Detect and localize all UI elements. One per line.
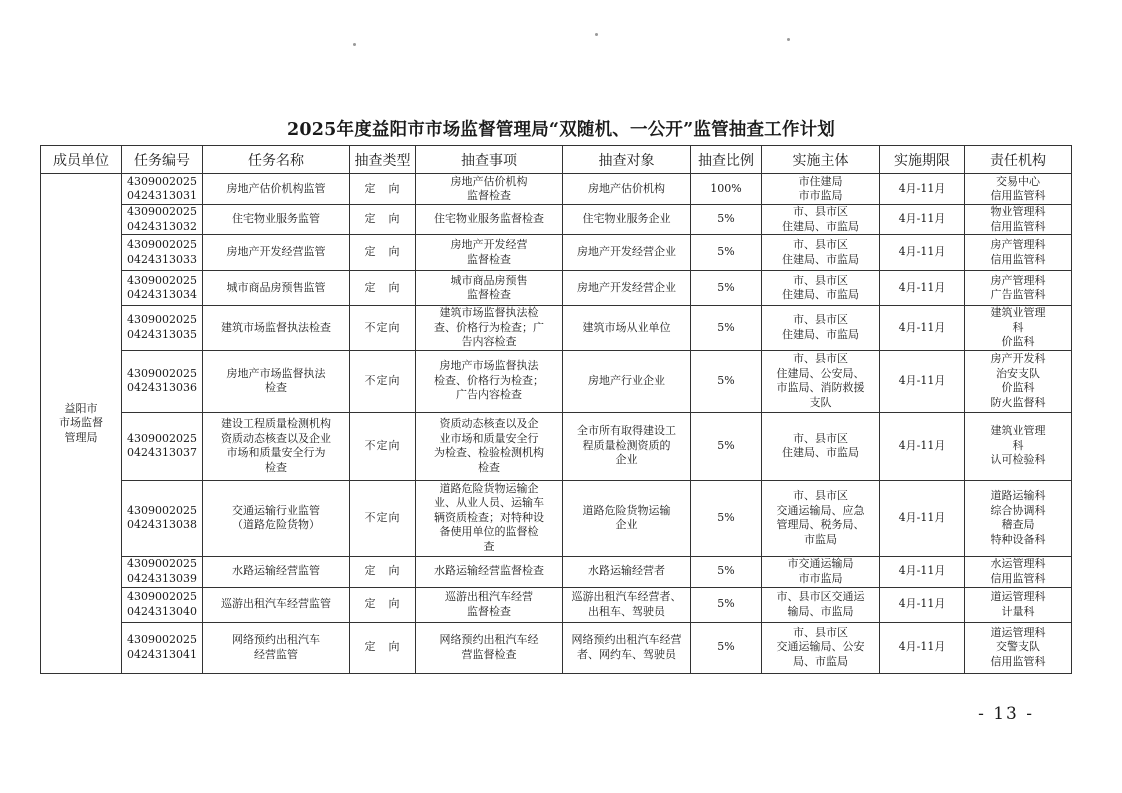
responsible-department-cell: 建筑业管理 科 认可检验科 <box>965 412 1072 480</box>
inspection-item-cell: 城市商品房预售 监督检查 <box>416 271 563 306</box>
table-row <box>41 587 1072 622</box>
header-task-name: 任务名称 <box>203 146 350 174</box>
implementing-body-cell: 市、县市区 交通运输局、公安 局、市监局 <box>762 622 880 673</box>
implementation-period-cell: 4月-11月 <box>880 205 965 235</box>
header-task-code: 任务编号 <box>122 146 203 174</box>
scan-speck <box>353 43 356 46</box>
task-code-cell: 4309002025 0424313032 <box>122 205 203 235</box>
inspection-item-cell: 巡游出租汽车经营 监督检查 <box>416 587 563 622</box>
implementing-body-cell: 市、县市区 住建局、公安局、 市监局、消防救援 支队 <box>762 350 880 412</box>
task-code-cell: 4309002025 0424313038 <box>122 480 203 556</box>
table-row <box>41 306 1072 351</box>
task-code-cell: 4309002025 0424313041 <box>122 622 203 673</box>
implementation-period-cell: 4月-11月 <box>880 306 965 351</box>
inspection-item-cell: 建筑市场监督执法检 查、价格行为检查；广 告内容检查 <box>416 306 563 351</box>
inspection-type-cell: 不定向 <box>350 306 416 351</box>
header-implementation-period: 实施期限 <box>880 146 965 174</box>
header-inspection-target: 抽查对象 <box>563 146 691 174</box>
scan-speck <box>787 38 790 41</box>
header-inspection-ratio: 抽查比例 <box>691 146 762 174</box>
table-row <box>41 480 1072 556</box>
implementing-body-cell: 市、县市区 住建局、市监局 <box>762 235 880 271</box>
inspection-item-cell: 房地产估价机构 监督检查 <box>416 174 563 205</box>
responsible-department-cell: 道运管理科 交警支队 信用监管科 <box>965 622 1072 673</box>
inspection-type-cell: 定 向 <box>350 622 416 673</box>
table-row <box>41 235 1072 271</box>
header-inspection-type: 抽查类型 <box>350 146 416 174</box>
inspection-type-cell: 不定向 <box>350 350 416 412</box>
document-title: 2025年度益阳市市场监督管理局“双随机、一公开”监管抽查工作计划 <box>287 120 835 140</box>
inspection-type-cell: 不定向 <box>350 412 416 480</box>
inspection-ratio-cell: 5% <box>691 235 762 271</box>
inspection-target-cell: 房地产开发经营企业 <box>563 235 691 271</box>
task-name-cell: 建设工程质量检测机构 资质动态核查以及企业 市场和质量安全行为 检查 <box>203 412 350 480</box>
inspection-ratio-cell: 5% <box>691 556 762 587</box>
inspection-item-cell: 房地产开发经营 监督检查 <box>416 235 563 271</box>
responsible-department-cell: 建筑业管理 科 价监科 <box>965 306 1072 351</box>
inspection-ratio-cell: 5% <box>691 587 762 622</box>
member-unit-cell: 益阳市 市场监督 管理局 <box>41 174 122 674</box>
inspection-type-cell: 定 向 <box>350 556 416 587</box>
table-row <box>41 350 1072 412</box>
task-code-cell: 4309002025 0424313039 <box>122 556 203 587</box>
inspection-ratio-cell: 5% <box>691 350 762 412</box>
inspection-item-cell: 住宅物业服务监督检查 <box>416 205 563 235</box>
inspection-ratio-cell: 5% <box>691 271 762 306</box>
inspection-ratio-cell: 5% <box>691 622 762 673</box>
implementing-body-cell: 市交通运输局 市市监局 <box>762 556 880 587</box>
inspection-target-cell: 网络预约出租汽车经营 者、网约车、驾驶员 <box>563 622 691 673</box>
inspection-type-cell: 定 向 <box>350 587 416 622</box>
inspection-target-cell: 道路危险货物运输 企业 <box>563 480 691 556</box>
inspection-ratio-cell: 5% <box>691 480 762 556</box>
inspection-target-cell: 水路运输经营者 <box>563 556 691 587</box>
table-row <box>41 622 1072 673</box>
implementation-period-cell: 4月-11月 <box>880 235 965 271</box>
task-name-cell: 交通运输行业监管 （道路危险货物） <box>203 480 350 556</box>
table-row <box>41 556 1072 587</box>
implementing-body-cell: 市、县市区 住建局、市监局 <box>762 306 880 351</box>
task-code-cell: 4309002025 0424313036 <box>122 350 203 412</box>
task-code-cell: 4309002025 0424313033 <box>122 235 203 271</box>
implementation-period-cell: 4月-11月 <box>880 556 965 587</box>
responsible-department-cell: 道运管理科 计量科 <box>965 587 1072 622</box>
implementation-period-cell: 4月-11月 <box>880 480 965 556</box>
task-name-cell: 房地产开发经营监管 <box>203 235 350 271</box>
table-row <box>41 174 1072 205</box>
responsible-department-cell: 物业管理科 信用监管科 <box>965 205 1072 235</box>
task-name-cell: 城市商品房预售监管 <box>203 271 350 306</box>
inspection-item-cell: 网络预约出租汽车经 营监督检查 <box>416 622 563 673</box>
task-code-cell: 4309002025 0424313037 <box>122 412 203 480</box>
inspection-plan-table <box>40 145 1072 674</box>
header-responsible-department: 责任机构 <box>965 146 1072 174</box>
inspection-ratio-cell: 5% <box>691 205 762 235</box>
table-header-row <box>41 146 1072 174</box>
inspection-ratio-cell: 5% <box>691 306 762 351</box>
implementation-period-cell: 4月-11月 <box>880 350 965 412</box>
inspection-type-cell: 不定向 <box>350 480 416 556</box>
inspection-target-cell: 住宅物业服务企业 <box>563 205 691 235</box>
task-code-cell: 4309002025 0424313031 <box>122 174 203 205</box>
responsible-department-cell: 交易中心 信用监管科 <box>965 174 1072 205</box>
implementation-period-cell: 4月-11月 <box>880 622 965 673</box>
inspection-target-cell: 房地产行业企业 <box>563 350 691 412</box>
inspection-item-cell: 房地产市场监督执法 检查、价格行为检查； 广告内容检查 <box>416 350 563 412</box>
task-code-cell: 4309002025 0424313034 <box>122 271 203 306</box>
inspection-type-cell: 定 向 <box>350 174 416 205</box>
task-name-cell: 巡游出租汽车经营监管 <box>203 587 350 622</box>
task-code-cell: 4309002025 0424313035 <box>122 306 203 351</box>
implementing-body-cell: 市、县市区交通运 输局、市监局 <box>762 587 880 622</box>
task-name-cell: 水路运输经营监管 <box>203 556 350 587</box>
inspection-type-cell: 定 向 <box>350 271 416 306</box>
inspection-target-cell: 巡游出租汽车经营者、 出租车、驾驶员 <box>563 587 691 622</box>
inspection-target-cell: 房地产开发经营企业 <box>563 271 691 306</box>
inspection-target-cell: 建筑市场从业单位 <box>563 306 691 351</box>
inspection-target-cell: 房地产估价机构 <box>563 174 691 205</box>
table-row <box>41 412 1072 480</box>
header-implementing-body: 实施主体 <box>762 146 880 174</box>
inspection-type-cell: 定 向 <box>350 235 416 271</box>
inspection-target-cell: 全市所有取得建设工 程质量检测资质的 企业 <box>563 412 691 480</box>
implementing-body-cell: 市住建局 市市监局 <box>762 174 880 205</box>
inspection-item-cell: 资质动态核查以及企 业市场和质量安全行 为检查、检验检测机构 检查 <box>416 412 563 480</box>
task-name-cell: 建筑市场监督执法检查 <box>203 306 350 351</box>
responsible-department-cell: 房产开发科 治安支队 价监科 防火监督科 <box>965 350 1072 412</box>
responsible-department-cell: 道路运输科 综合协调科 稽查局 特种设备科 <box>965 480 1072 556</box>
inspection-item-cell: 水路运输经营监督检查 <box>416 556 563 587</box>
inspection-ratio-cell: 100% <box>691 174 762 205</box>
task-name-cell: 住宅物业服务监管 <box>203 205 350 235</box>
table-row <box>41 271 1072 306</box>
implementation-period-cell: 4月-11月 <box>880 412 965 480</box>
implementing-body-cell: 市、县市区 住建局、市监局 <box>762 271 880 306</box>
implementation-period-cell: 4月-11月 <box>880 271 965 306</box>
implementation-period-cell: 4月-11月 <box>880 587 965 622</box>
implementing-body-cell: 市、县市区 住建局、市监局 <box>762 412 880 480</box>
implementing-body-cell: 市、县市区 住建局、市监局 <box>762 205 880 235</box>
responsible-department-cell: 房产管理科 信用监管科 <box>965 235 1072 271</box>
task-code-cell: 4309002025 0424313040 <box>122 587 203 622</box>
header-inspection-item: 抽查事项 <box>416 146 563 174</box>
responsible-department-cell: 水运管理科 信用监管科 <box>965 556 1072 587</box>
scan-speck <box>595 33 598 36</box>
implementation-period-cell: 4月-11月 <box>880 174 965 205</box>
inspection-ratio-cell: 5% <box>691 412 762 480</box>
header-member-unit: 成员单位 <box>41 146 122 174</box>
task-name-cell: 网络预约出租汽车 经营监管 <box>203 622 350 673</box>
responsible-department-cell: 房产管理科 广告监管科 <box>965 271 1072 306</box>
task-name-cell: 房地产估价机构监管 <box>203 174 350 205</box>
implementing-body-cell: 市、县市区 交通运输局、应急 管理局、税务局、 市监局 <box>762 480 880 556</box>
table-row <box>41 205 1072 235</box>
inspection-item-cell: 道路危险货物运输企 业、从业人员、运输车 辆资质检查；对特种设 备使用单位的监督检 查 <box>416 480 563 556</box>
task-name-cell: 房地产市场监督执法 检查 <box>203 350 350 412</box>
inspection-type-cell: 定 向 <box>350 205 416 235</box>
page-number: - 13 - <box>978 704 1034 724</box>
